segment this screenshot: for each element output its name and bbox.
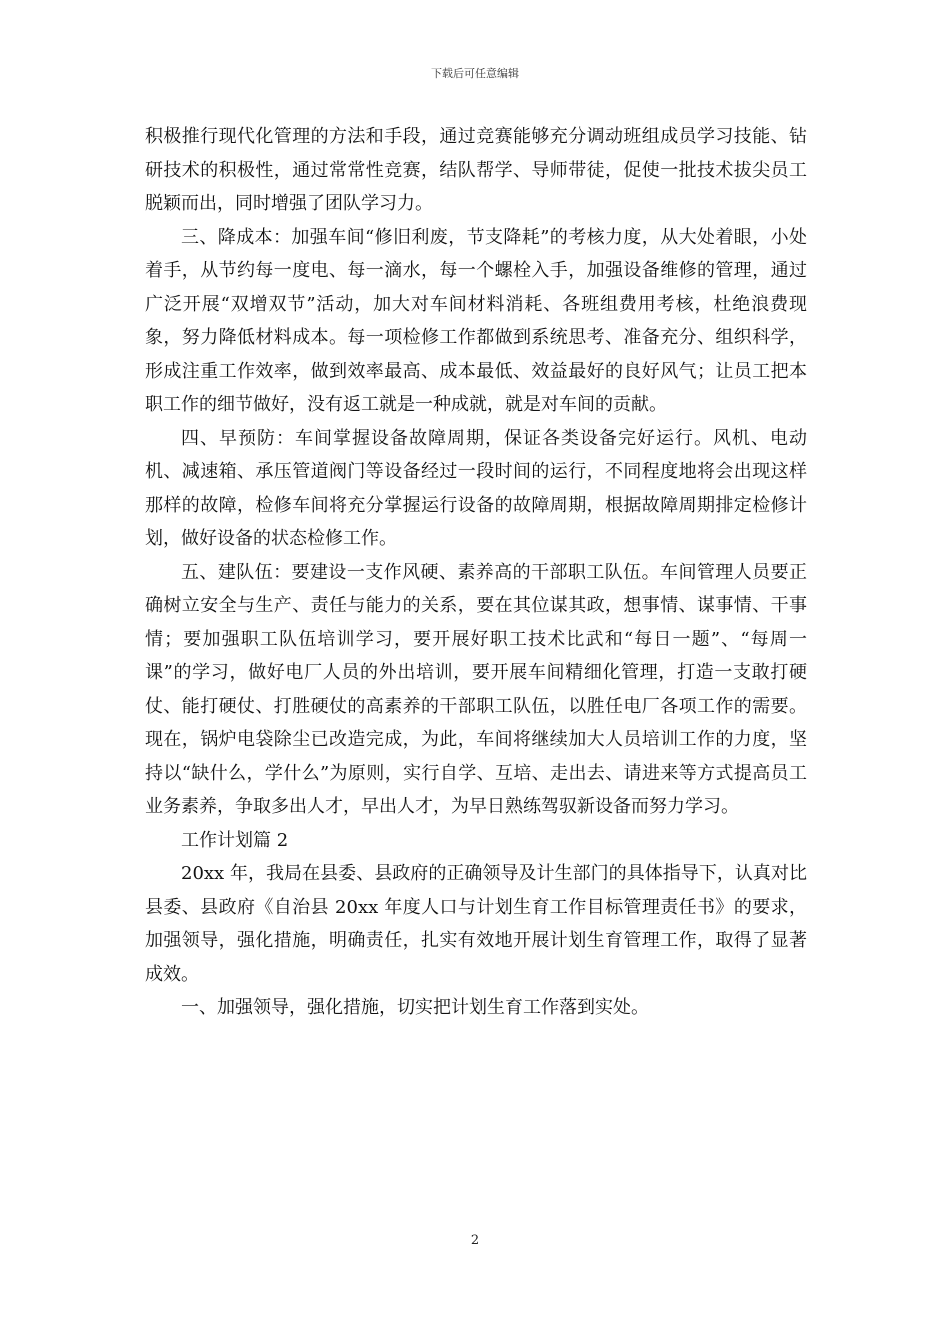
paragraph-continuation: 积极推行现代化管理的方法和手段，通过竞赛能够充分调动班组成员学习技能、钻研技术的积极性，通过常常性竞赛，结队帮学、导师带徒，促使一批技术拔尖员工脱颖而出，同时增强了团队学习力。 <box>145 126 807 214</box>
paragraph-build-team: 五、建队伍：要建设一支作风硬、素养高的干部职工队伍。车间管理人员要正确树立安全与生产、责任与能力的关系，要在其位谋其政，想事情、谋事情、干事情；要加强职工队伍培训学习，要开展好职工技术比武和“每日一题”、“每周一课”的学习，做好电厂人员的外出培训，要开展车间精细化管理，打造一支敢打硬仗、能打硬仗、打胜硬仗的高素养的干部职工队伍，以胜任电厂各项工作的需要。现在，锅炉电袋除尘已改造完成，为此，车间将继续加大人员培训工作的力度，坚持以“缺什么，学什么”为原则，实行自学、互培、走出去、请进来等方式提高员工业务素养，争取多出人才，早出人才，为早日熟练驾驭新设备而努力学习。 <box>145 561 807 817</box>
paragraph-intro: 20xx 年，我局在县委、县政府的正确领导及计生部门的具体指导下，认真对比县委、县政府《自治县 20xx 年度人口与计划生育工作目标管理责任书》的要求，加强领导，强化措施，明确责任，扎实有效地开展计划生育管理工作，取得了显著成效。 <box>145 863 807 985</box>
section-heading: 工作计划篇 2 <box>181 829 289 851</box>
page-header: 下载后可任意编辑 <box>431 67 519 80</box>
paragraph-early-prevention: 四、早预防：车间掌握设备故障周期，保证各类设备完好运行。风机、电动机、减速箱、承压管道阀门等设备经过一段时间的运行，不同程度地将会出现这样那样的故障，检修车间将充分掌握运行设备的故障周期，根据故障周期排定检修计划，做好设备的状态检修工作。 <box>145 427 807 549</box>
paragraph-reduce-cost: 三、降成本：加强车间“修旧利废，节支降耗”的考核力度，从大处着眼，小处着手，从节约每一度电、每一滴水，每一个螺栓入手，加强设备维修的管理，通过广泛开展“双增双节”活动，加大对车间材料消耗、各班组费用考核，杜绝浪费现象，努力降低材料成本。每一项检修工作都做到系统思考、准备充分、组织科学，形成注重工作效率，做到效率最高、成本最低、效益最好的良好风气；让员工把本职工作的细节做好，没有返工就是一种成就，就是对车间的贡献。 <box>145 226 807 415</box>
page-number: 2 <box>470 1233 480 1248</box>
document-body <box>145 120 807 1025</box>
paragraph-point-one: 一、加强领导，强化措施，切实把计划生育工作落到实处。 <box>181 997 649 1018</box>
